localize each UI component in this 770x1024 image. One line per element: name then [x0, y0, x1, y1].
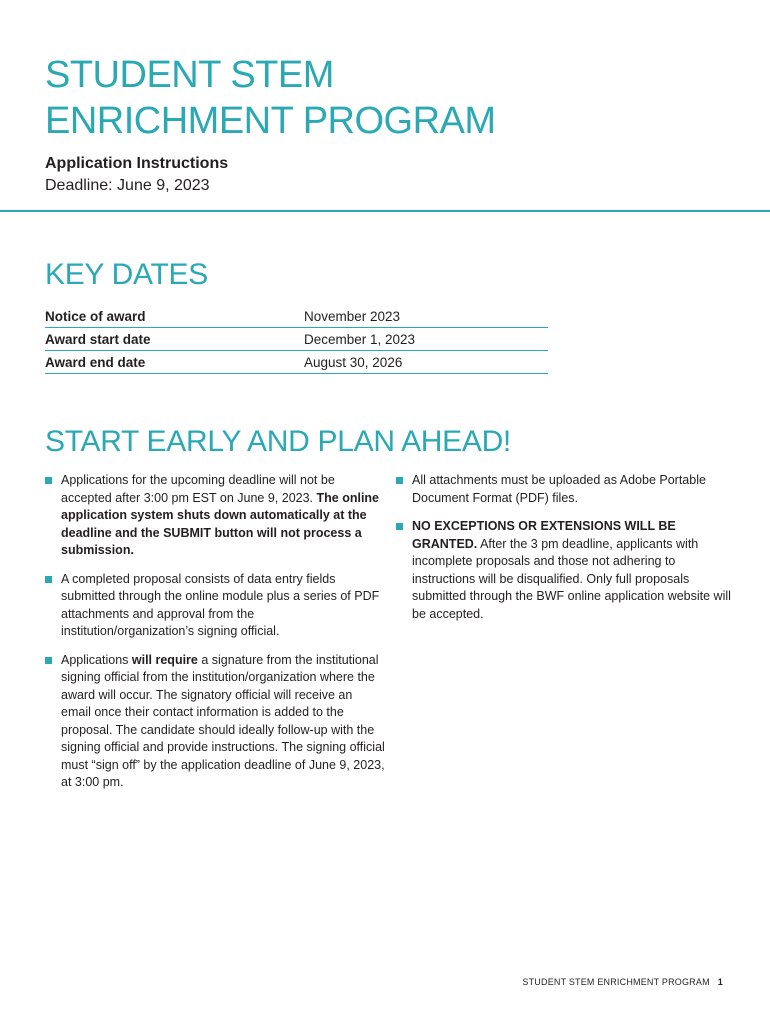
page-footer [522, 977, 723, 987]
key-date-label: Award start date [45, 328, 304, 351]
item-text: Applications [61, 652, 132, 667]
key-date-value: December 1, 2023 [304, 328, 548, 351]
item-text: All attachments must be uploaded as Adobe Portable Document Format (PDF) files. [412, 473, 706, 505]
key-dates-heading: KEY DATES [45, 258, 208, 291]
key-date-value: August 30, 2026 [304, 351, 548, 374]
key-date-label: Award end date [45, 351, 304, 374]
start-early-heading: START EARLY AND PLAN AHEAD! [45, 425, 511, 458]
item-text: a signature from the institutional signing official from the institution/organization where the award will occur. The signatory official will receive an email once their contact information is added to the proposal. The candidate should ideally follow-up with the signing official and provide instructions. The signing official must “sign off” by the application deadline of June 9, 2023, at 3:00 pm. [61, 652, 385, 789]
item-text: After the 3 pm deadline, applicants with incomplete proposals and those not adhering to instructions will be disqualified. Only full proposals submitted through the BWF online application website will be accepted. [412, 536, 731, 621]
instructions-left-column [45, 472, 385, 803]
square-bullet-icon [45, 576, 52, 583]
deadline-text: Deadline: June 9, 2023 [45, 177, 210, 194]
page-number: 1 [717, 977, 723, 987]
item-bold-text: will require [131, 652, 198, 667]
list-item [45, 652, 385, 792]
instructions-right-column [396, 472, 736, 634]
square-bullet-icon [396, 477, 403, 484]
footer-label: STUDENT STEM ENRICHMENT PROGRAM [522, 977, 710, 987]
item-bold-text: The online application system shuts down automatically at the deadline and the SUBMIT button will not process a submission. [61, 490, 379, 557]
key-date-label: Notice of award [45, 305, 304, 328]
square-bullet-icon [396, 523, 403, 530]
subtitle: Application Instructions [45, 155, 229, 172]
item-text: A completed proposal consists of data entry fields submitted through the online module plus a series of PDF attachments and approval from the institution/organization’s signing official. [61, 571, 380, 638]
key-dates-row [45, 351, 548, 374]
item-text: Applications for the upcoming deadline will not be accepted after 3:00 pm EST on June 9, 2023. [61, 473, 335, 505]
header-divider [0, 210, 770, 212]
key-dates-row [45, 305, 548, 328]
list-item [45, 472, 385, 560]
key-dates-table [45, 305, 548, 374]
item-bold-text: NO EXCEPTIONS OR EXTENSIONS WILL BE GRANTED. [412, 519, 676, 551]
square-bullet-icon [45, 657, 52, 664]
key-dates-row [45, 328, 548, 351]
subtitle-block [45, 153, 228, 197]
document-title [45, 52, 496, 144]
list-item [396, 518, 736, 623]
list-item [396, 472, 736, 507]
title-line-2: ENRICHMENT PROGRAM [45, 100, 496, 142]
title-line-1: STUDENT STEM [45, 54, 334, 96]
square-bullet-icon [45, 477, 52, 484]
list-item [45, 571, 385, 641]
key-date-value: November 2023 [304, 305, 548, 328]
